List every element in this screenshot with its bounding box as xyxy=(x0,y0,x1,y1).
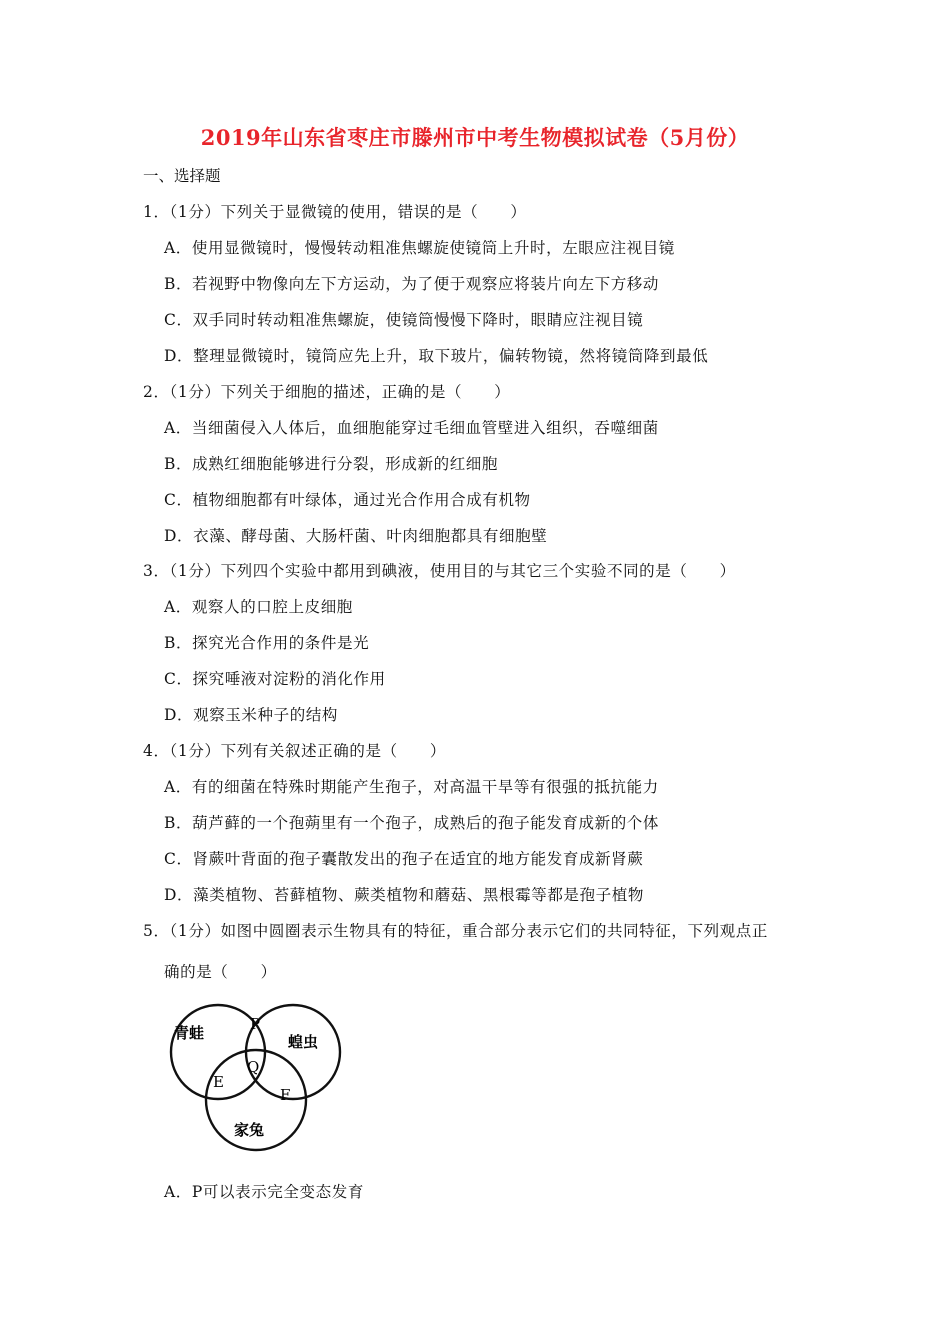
label-region-e: E xyxy=(213,1073,224,1091)
option-b: B．探究光合作用的条件是光 xyxy=(164,634,370,652)
label-region-q: Q xyxy=(247,1058,260,1076)
venn-circle-locust xyxy=(246,1005,340,1099)
question-stem-continued: 确的是（ ） xyxy=(164,963,277,981)
question-stem: 5．（1分）如图中圆圈表示生物具有的特征，重合部分表示它们的共同特征，下列观点正 xyxy=(143,922,768,940)
option-a: A．观察人的口腔上皮细胞 xyxy=(164,598,353,616)
option-b: B．成熟红细胞能够进行分裂，形成新的红细胞 xyxy=(164,455,498,473)
section-heading: 一、选择题 xyxy=(143,167,221,185)
option-a: A．P可以表示完全变态发育 xyxy=(164,1183,364,1201)
question-stem: 4．（1分）下列有关叙述正确的是（ ） xyxy=(143,742,446,760)
label-locust: 蝗虫 xyxy=(288,1033,319,1051)
option-c: C．双手同时转动粗准焦螺旋，使镜筒慢慢下降时，眼睛应注视目镜 xyxy=(164,311,644,329)
option-d: D．藻类植物、苔藓植物、蕨类植物和蘑菇、黑根霉等都是孢子植物 xyxy=(164,886,644,904)
option-b: B．葫芦藓的一个孢蒴里有一个孢子，成熟后的孢子能发育成新的个体 xyxy=(164,814,659,832)
option-c: C．肾蕨叶背面的孢子囊散发出的孢子在适宜的地方能发育成新肾蕨 xyxy=(164,850,644,868)
option-d: D．观察玉米种子的结构 xyxy=(164,706,339,724)
option-c: C．植物细胞都有叶绿体，通过光合作用合成有机物 xyxy=(164,491,531,509)
venn-diagram xyxy=(160,990,350,1160)
option-d: D．整理显微镜时，镜筒应先上升，取下玻片，偏转物镜，然将镜筒降到最低 xyxy=(164,347,709,365)
label-frog: 青蛙 xyxy=(174,1024,205,1042)
label-region-f: F xyxy=(280,1086,291,1104)
question-stem: 2．（1分）下列关于细胞的描述，正确的是（ ） xyxy=(143,383,511,401)
option-a: A．当细菌侵入人体后，血细胞能穿过毛细血管壁进入组织，吞噬细菌 xyxy=(164,419,659,437)
option-a: A．使用显微镜时，慢慢转动粗准焦螺旋使镜筒上升时，左眼应注视目镜 xyxy=(164,239,675,257)
question-stem: 3．（1分）下列四个实验中都用到碘液，使用目的与其它三个实验不同的是（ ） xyxy=(143,562,736,580)
option-b: B．若视野中物像向左下方运动，为了便于观察应将装片向左下方移动 xyxy=(164,275,659,293)
option-c: C．探究唾液对淀粉的消化作用 xyxy=(164,670,386,688)
label-rabbit: 家兔 xyxy=(234,1121,265,1139)
option-a: A．有的细菌在特殊时期能产生孢子，对高温干旱等有很强的抵抗能力 xyxy=(164,778,659,796)
question-stem: 1．（1分）下列关于显微镜的使用，错误的是（ ） xyxy=(143,203,527,221)
option-d: D．衣藻、酵母菌、大肠杆菌、叶肉细胞都具有细胞壁 xyxy=(164,527,548,545)
page-title: 2019年山东省枣庄市滕州市中考生物模拟试卷（5月份） xyxy=(200,125,750,150)
label-region-p: P xyxy=(250,1015,261,1033)
